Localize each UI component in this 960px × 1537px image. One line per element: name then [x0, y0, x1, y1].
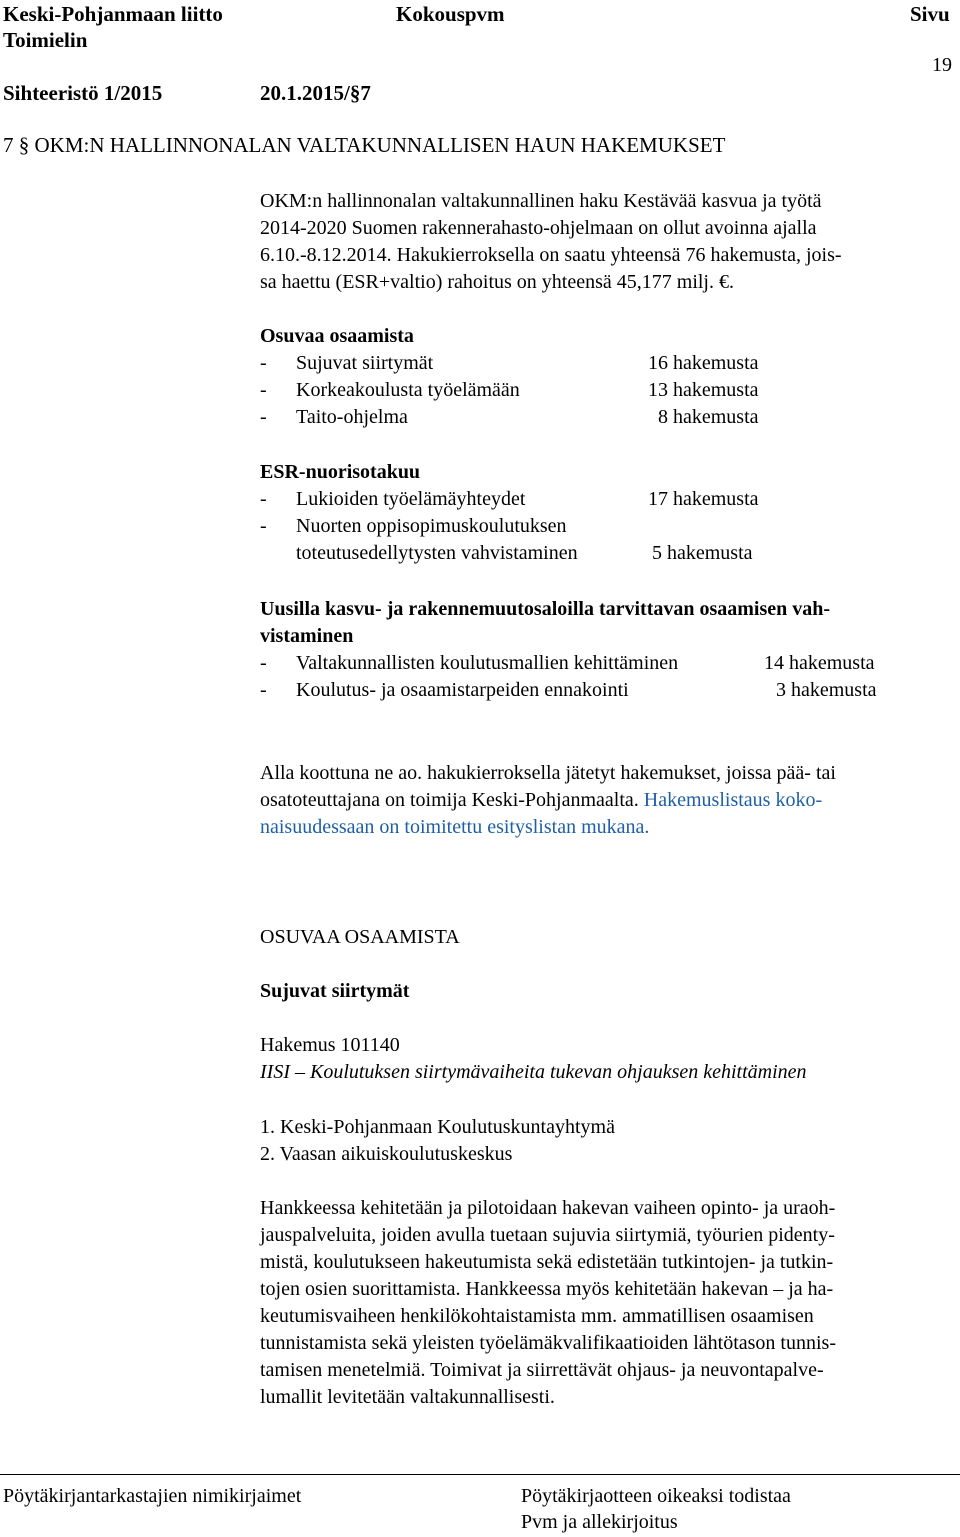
summary-text: osatoteuttajana on toimija Keski-Pohjanmaalta. [260, 789, 644, 811]
organization-name: Keski-Pohjanmaan liitto [3, 2, 223, 26]
summary-line: Alla koottuna ne ao. hakukierroksella jätetyt hakemukset, joissa pää- tai [260, 762, 836, 784]
description-line: mistä, koulutukseen hakeutumista sekä edistetään tutkintojen- ja tutkin- [260, 1251, 834, 1273]
list-dash: - [260, 406, 267, 428]
list-dash: - [260, 379, 267, 401]
footer-divider [0, 1474, 960, 1475]
application-number: Hakemus 101140 [260, 1034, 400, 1056]
list-dash: - [260, 352, 267, 374]
list-item-count: 16 hakemusta [648, 352, 759, 374]
list-dash: - [260, 515, 267, 537]
intro-line: 6.10.-8.12.2014. Hakukierroksella on saatu yhteensä 76 hakemusta, jois- [260, 244, 842, 266]
footer-left-label: Pöytäkirjantarkastajien nimikirjaimet [3, 1485, 302, 1507]
description-line: tamisen menetelmiä. Toimivat ja siirrettävät ohjaus- ja neuvontapalve- [260, 1359, 824, 1381]
unit-label: Sihteeristö 1/2015 [3, 81, 163, 105]
footer-signature-label: Pvm ja allekirjoitus [521, 1511, 678, 1533]
list-dash: - [260, 679, 267, 701]
description-line: Hankkeessa kehitetään ja pilotoidaan hakevan vaiheen opinto- ja uraoh- [260, 1197, 836, 1219]
subcategory-heading: Sujuvat siirtymät [260, 980, 410, 1002]
description-line: tojen osien suorittamista. Hankkeessa myös kehitetään hakevan – ja ha- [260, 1278, 834, 1300]
description-line: tunnistamista sekä yleisten työelämäkvalifikaatioiden lähtötason tunnis- [260, 1332, 836, 1354]
summary-link-text: naisuudessaan on toimitettu esityslistan mukana. [260, 816, 650, 838]
intro-line: sa haettu (ESR+valtio) rahoitus on yhteensä 45,177 milj. €. [260, 271, 734, 293]
meeting-date-label: Kokouspvm [396, 2, 505, 26]
list-item-count: 13 hakemusta [648, 379, 759, 401]
list-item-count: 14 hakemusta [764, 652, 875, 674]
group-heading: Uusilla kasvu- ja rakennemuutosaloilla tarvittavan osaamisen vah- [260, 598, 831, 620]
category-heading: OSUVAA OSAAMISTA [260, 926, 460, 948]
list-item-count: 8 hakemusta [658, 406, 759, 428]
list-item-name: Nuorten oppisopimuskoulutuksen [296, 515, 567, 537]
list-item-count: 17 hakemusta [648, 488, 759, 510]
group-heading: vistaminen [260, 625, 354, 647]
description-line: keutumisvaiheen henkilökohtaistamista mm. ammatillisen osaamisen [260, 1305, 814, 1327]
list-item-name: Lukioiden työelämäyhteydet [296, 488, 526, 510]
description-line: jauspalveluita, joiden avulla tuetaan sujuvia siirtymiä, työurien pidenty- [260, 1224, 835, 1246]
list-item-name: Sujuvat siirtymät [296, 352, 434, 374]
list-item-name: Valtakunnallisten koulutusmallien kehittäminen [296, 652, 679, 674]
list-item-name: Taito-ohjelma [296, 406, 408, 428]
list-item-name: toteutusedellytysten vahvistaminen [296, 542, 578, 564]
group-heading: ESR-nuorisotakuu [260, 461, 421, 483]
summary-line [260, 787, 822, 814]
list-item-name: Korkeakoulusta työelämään [296, 379, 520, 401]
application-title: IISI – Koulutuksen siirtymävaiheita tukevan ohjauksen kehittäminen [260, 1061, 807, 1083]
description-line: lumallit levitetään valtakunnallisesti. [260, 1386, 555, 1408]
body-label: Toimielin [3, 28, 88, 52]
applicant: 1. Keski-Pohjanmaan Koulutuskuntayhtymä [260, 1116, 615, 1138]
list-item-name: Koulutus- ja osaamistarpeiden ennakointi [296, 679, 629, 701]
page-number: 19 [932, 54, 952, 76]
section-heading: 7 § OKM:N HALLINNONALAN VALTAKUNNALLISEN HAUN HAKEMUKSET [3, 133, 726, 157]
summary-link-text: Hakemuslistaus koko- [643, 789, 823, 811]
list-dash: - [260, 488, 267, 510]
footer-right-label: Pöytäkirjaotteen oikeaksi todistaa [521, 1485, 791, 1507]
applicant: 2. Vaasan aikuiskoulutuskeskus [260, 1143, 513, 1165]
list-item-count: 3 hakemusta [776, 679, 877, 701]
intro-line: 2014-2020 Suomen rakennerahasto-ohjelmaan on ollut avoinna ajalla [260, 217, 817, 239]
list-item-count: 5 hakemusta [652, 542, 753, 564]
meeting-date: 20.1.2015/§7 [260, 81, 371, 105]
list-dash: - [260, 652, 267, 674]
page-label: Sivu [910, 2, 950, 26]
intro-line: OKM:n hallinnonalan valtakunnallinen haku Kestävää kasvua ja työtä [260, 190, 822, 212]
group-heading: Osuvaa osaamista [260, 325, 414, 347]
